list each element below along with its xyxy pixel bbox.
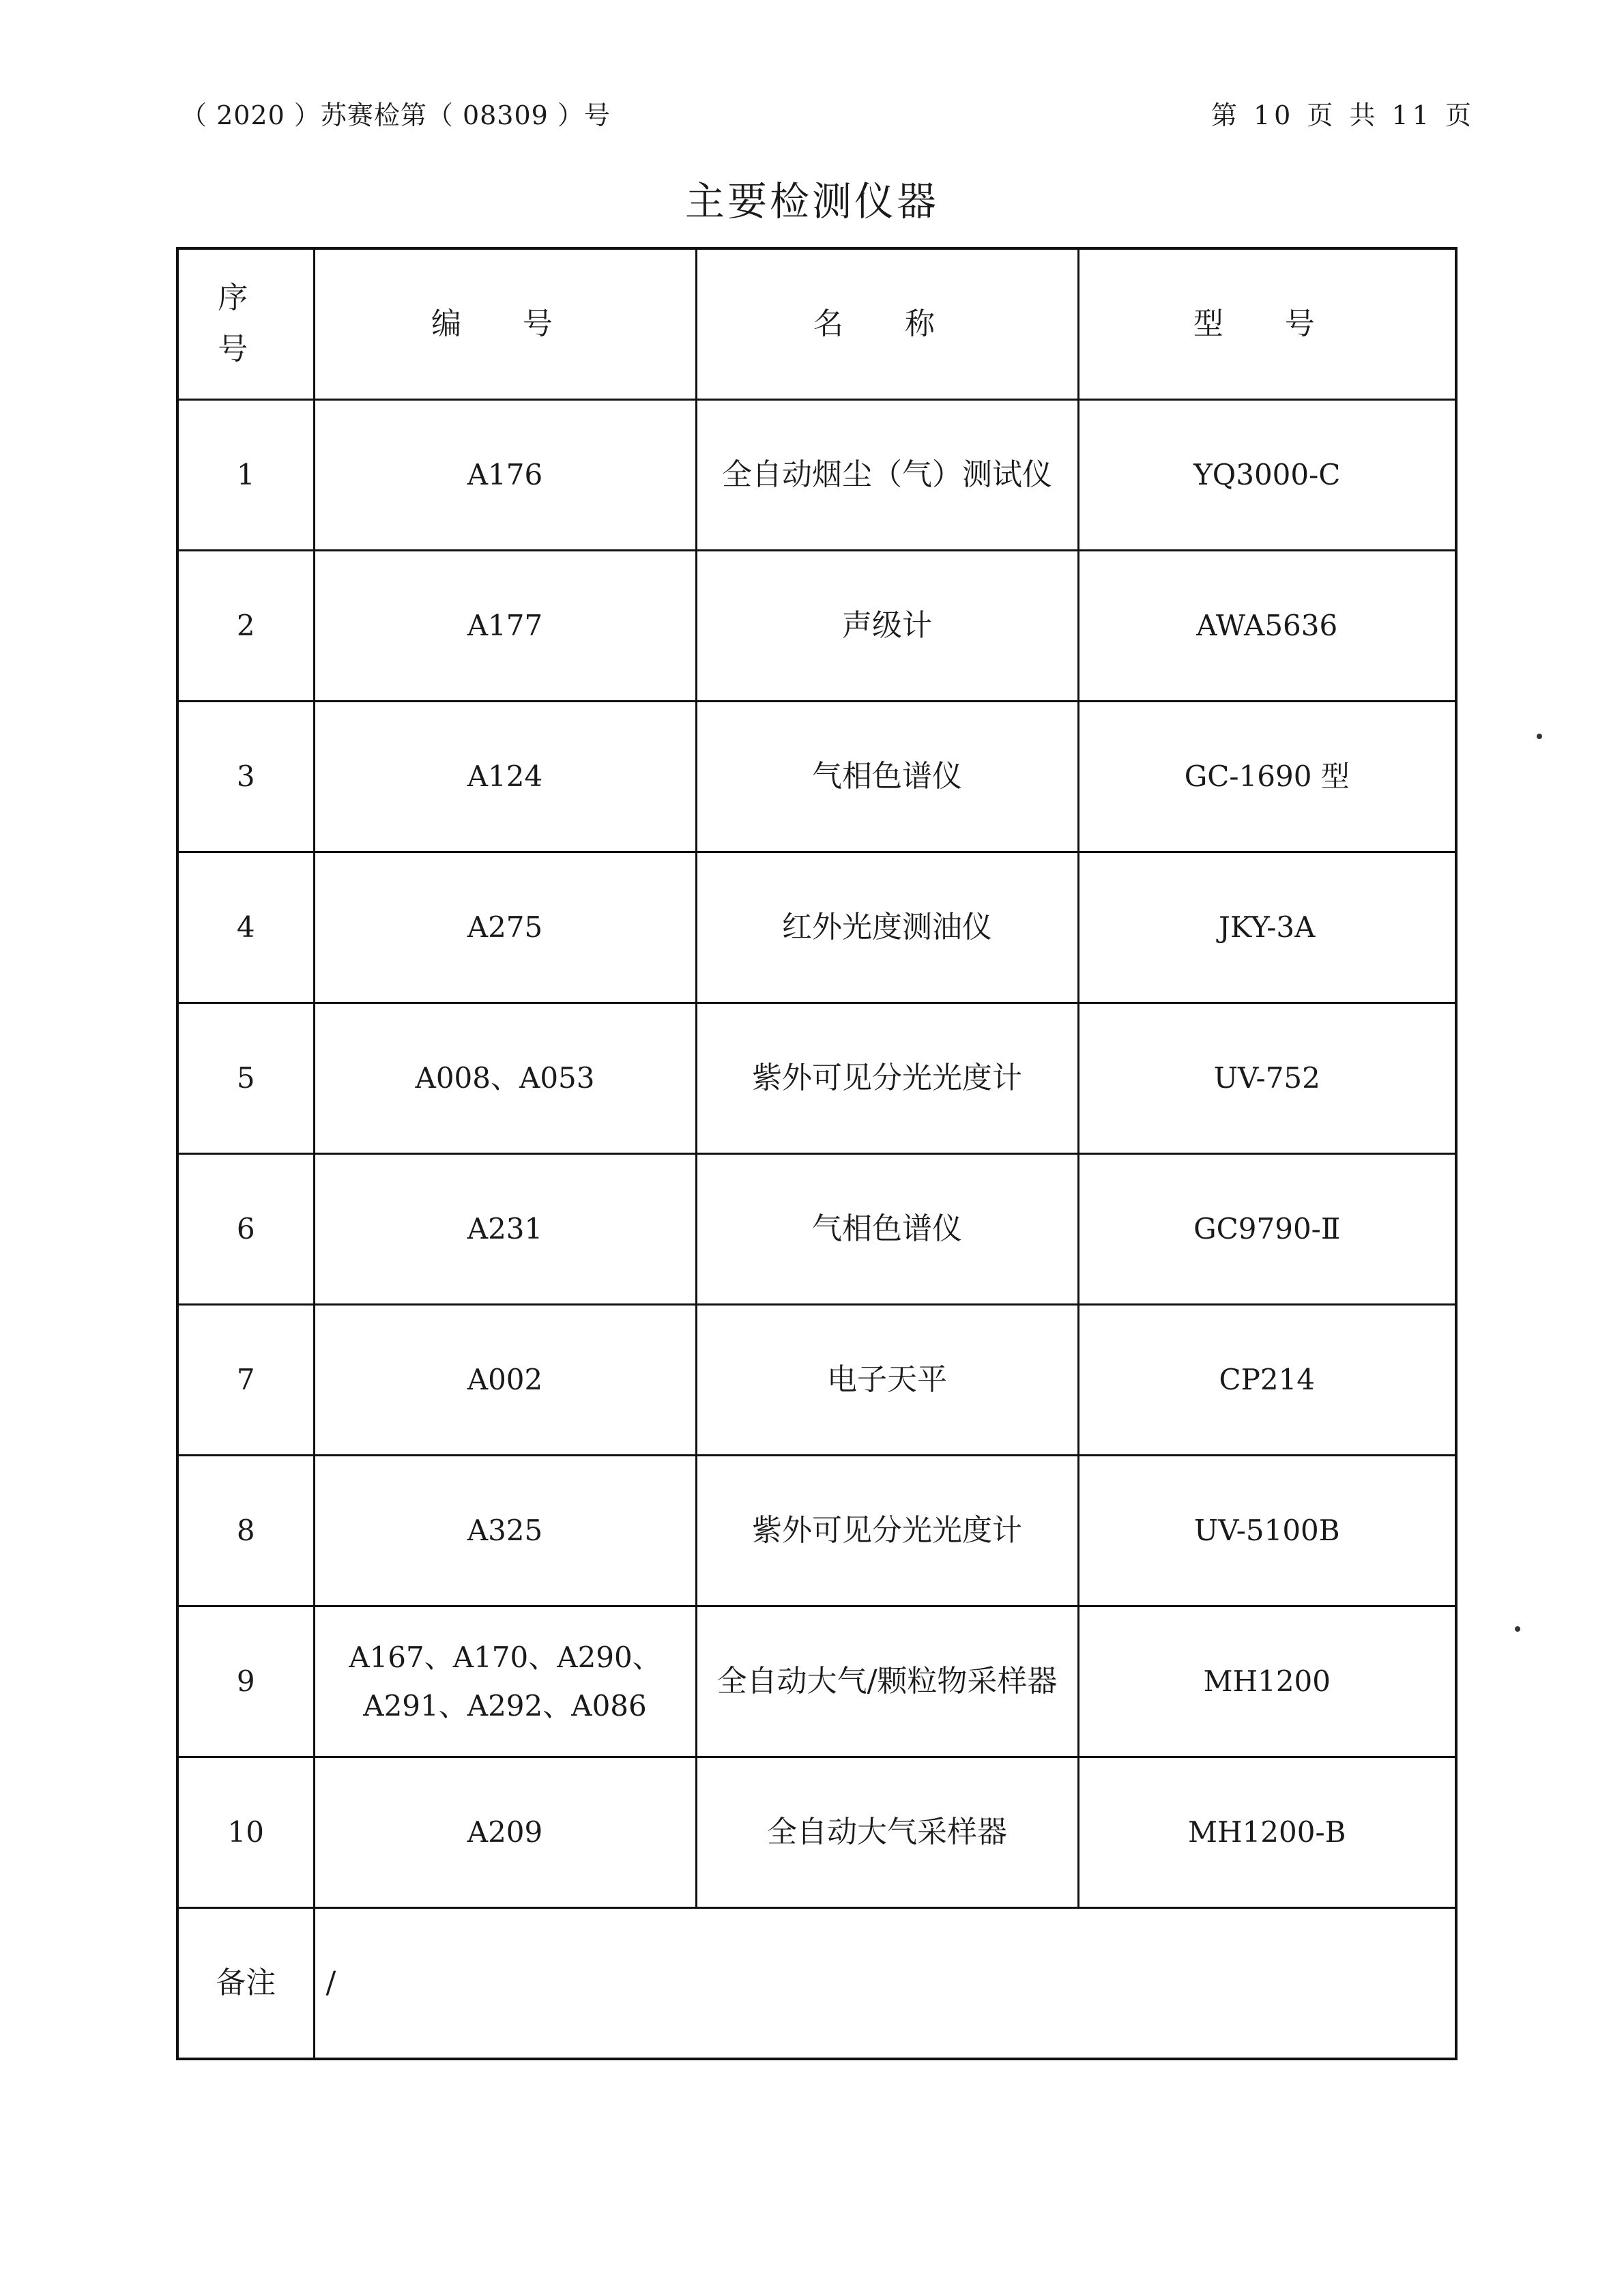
cell-name: 全自动大气/颗粒物采样器	[696, 1606, 1078, 1757]
document-title: 主要检测仪器	[684, 178, 939, 225]
cell-name: 气相色谱仪	[696, 1154, 1078, 1305]
cell-code: A231	[314, 1154, 696, 1305]
scan-speck	[1537, 734, 1542, 739]
cell-seq: 10	[177, 1757, 314, 1908]
cell-name: 紫外可见分光光度计	[696, 1456, 1078, 1606]
table-row	[177, 702, 1456, 852]
cell-code: A325	[314, 1456, 696, 1606]
cell-model: GC9790-Ⅱ	[1078, 1154, 1456, 1305]
table-row	[177, 1456, 1456, 1606]
instruments-table	[176, 247, 1458, 2060]
table-row	[177, 1606, 1456, 1757]
cell-name: 气相色谱仪	[696, 702, 1078, 852]
remark-label: 备注	[177, 1908, 314, 2060]
cell-seq: 8	[177, 1456, 314, 1606]
table-row	[177, 1154, 1456, 1305]
cell-name: 全自动烟尘（气）测试仪	[696, 400, 1078, 551]
cell-seq: 6	[177, 1154, 314, 1305]
remark-value: /	[314, 1908, 1456, 2060]
cell-name: 电子天平	[696, 1305, 1078, 1456]
scan-speck	[1515, 1626, 1520, 1632]
cell-name: 红外光度测油仪	[696, 852, 1078, 1003]
cell-name: 全自动大气采样器	[696, 1757, 1078, 1908]
cell-code: A275	[314, 852, 696, 1003]
cell-model: UV-752	[1078, 1003, 1456, 1154]
cell-model: MH1200	[1078, 1606, 1456, 1757]
table-row	[177, 400, 1456, 551]
header-seq: 序 号	[177, 248, 314, 400]
cell-model: JKY-3A	[1078, 852, 1456, 1003]
table-row	[177, 852, 1456, 1003]
cell-seq: 4	[177, 852, 314, 1003]
table-row	[177, 551, 1456, 702]
cell-code: A176	[314, 400, 696, 551]
cell-model: GC-1690 型	[1078, 702, 1456, 852]
report-number: （ 2020 ）苏赛检第（ 08309 ）号	[181, 100, 611, 130]
cell-model: CP214	[1078, 1305, 1456, 1456]
cell-code: A209	[314, 1757, 696, 1908]
page-info: 第 10 页 共 11 页	[1210, 100, 1475, 130]
cell-seq: 5	[177, 1003, 314, 1154]
table-header-row	[177, 248, 1456, 400]
cell-name: 声级计	[696, 551, 1078, 702]
cell-model: MH1200-B	[1078, 1757, 1456, 1908]
cell-code: A002	[314, 1305, 696, 1456]
cell-code: A177	[314, 551, 696, 702]
cell-model: UV-5100B	[1078, 1456, 1456, 1606]
cell-code: A008、A053	[314, 1003, 696, 1154]
cell-name: 紫外可见分光光度计	[696, 1003, 1078, 1154]
cell-code: A167、A170、A290、A291、A292、A086	[314, 1606, 696, 1757]
cell-seq: 1	[177, 400, 314, 551]
header-model: 型 号	[1078, 248, 1456, 400]
cell-seq: 9	[177, 1606, 314, 1757]
cell-seq: 2	[177, 551, 314, 702]
cell-seq: 7	[177, 1305, 314, 1456]
table-row	[177, 1003, 1456, 1154]
header-code: 编 号	[314, 248, 696, 400]
cell-seq: 3	[177, 702, 314, 852]
cell-model: YQ3000-C	[1078, 400, 1456, 551]
header-name: 名 称	[696, 248, 1078, 400]
table-row	[177, 1757, 1456, 1908]
table-row	[177, 1305, 1456, 1456]
remark-row	[177, 1908, 1456, 2060]
cell-model: AWA5636	[1078, 551, 1456, 702]
cell-code: A124	[314, 702, 696, 852]
